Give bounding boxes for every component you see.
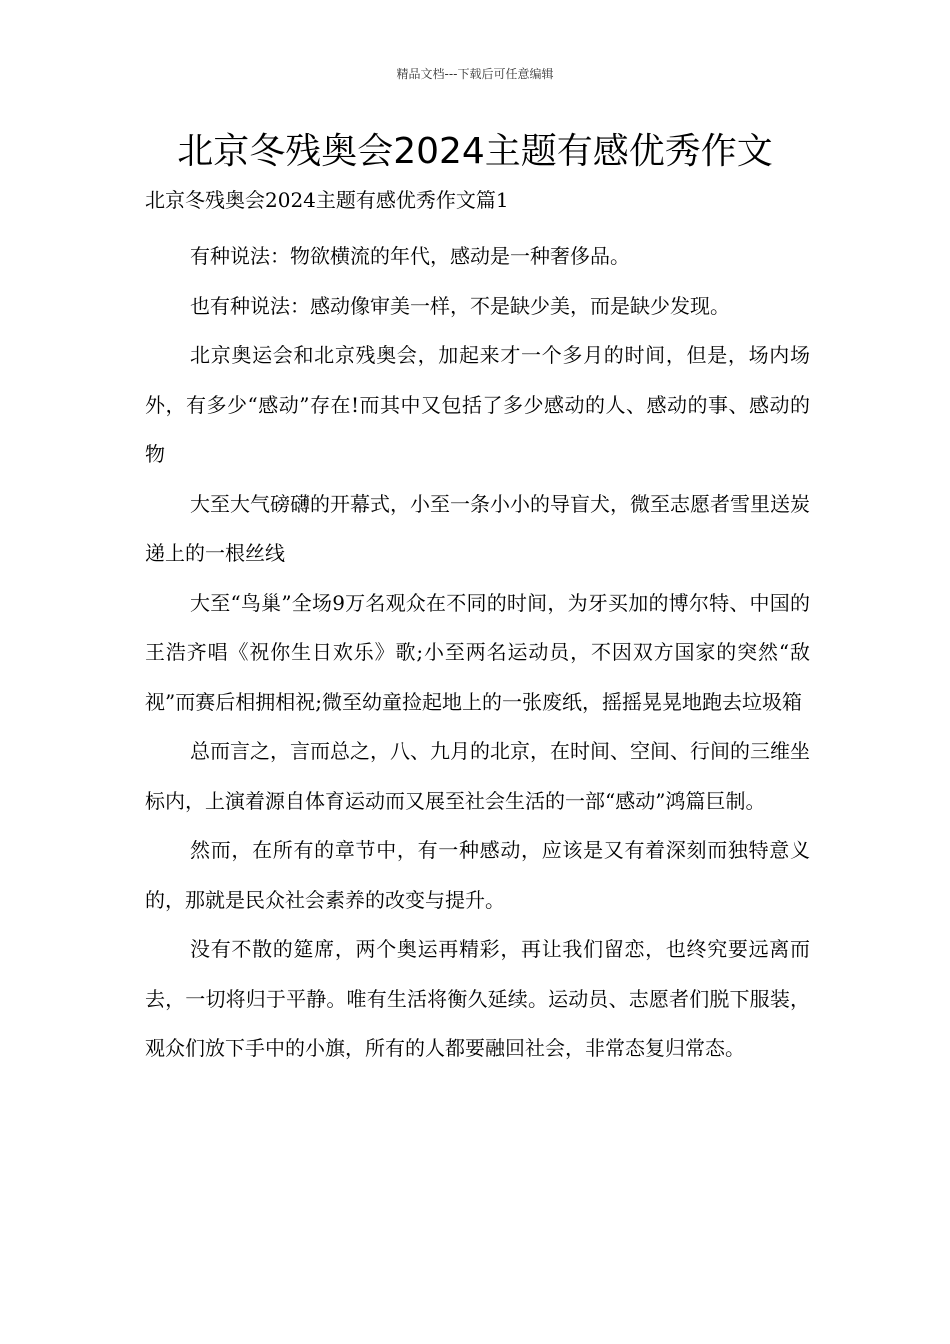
body-paragraph: 大至大气磅礴的开幕式，小至一条小小的导盲犬，微至志愿者雪里送炭递上的一根丝线 — [145, 491, 810, 565]
body-paragraph: 大至“鸟巢”全场9万名观众在不同的时间，为牙买加的博尔特、中国的王浩齐唱《祝你生日欢乐》歌;小至两名运动员，不因双方国家的突然“敌视”而赛后相拥相祝;微至幼童捡起地上的一张废纸，摇摇晃晃地跑去垃圾箱 — [145, 590, 810, 714]
document-body — [145, 232, 810, 1074]
page-header-note: 精品文档---下载后可任意编辑 — [396, 67, 554, 81]
body-paragraph: 有种说法：物欲横流的年代，感动是一种奢侈品。 — [190, 244, 630, 268]
document-subtitle: 北京冬残奥会2024主题有感优秀作文篇1 — [145, 188, 509, 212]
body-paragraph: 总而言之，言而总之，八、九月的北京，在时间、空间、行间的三维坐标内，上演着源自体育运动而又展至社会生活的一部“感动”鸿篇巨制。 — [145, 739, 810, 813]
body-paragraph: 没有不散的筵席，两个奥运再精彩，再让我们留恋，也终究要远离而去，一切将归于平静。唯有生活将衡久延续。运动员、志愿者们脱下服装，观众们放下手中的小旗，所有的人都要融回社会，非常态复归常态。 — [145, 937, 810, 1060]
body-paragraph: 北京奥运会和北京残奥会，加起来才一个多月的时间，但是，场内场外，有多少“感动”存在!而其中又包括了多少感动的人、感动的事、感动的物 — [145, 343, 810, 466]
document-title: 北京冬残奥会2024主题有感优秀作文 — [177, 131, 773, 172]
body-paragraph: 然而，在所有的章节中，有一种感动，应该是又有着深刻而独特意义的，那就是民众社会素养的改变与提升。 — [145, 838, 810, 912]
body-paragraph: 也有种说法：感动像审美一样，不是缺少美，而是缺少发现。 — [190, 293, 730, 318]
